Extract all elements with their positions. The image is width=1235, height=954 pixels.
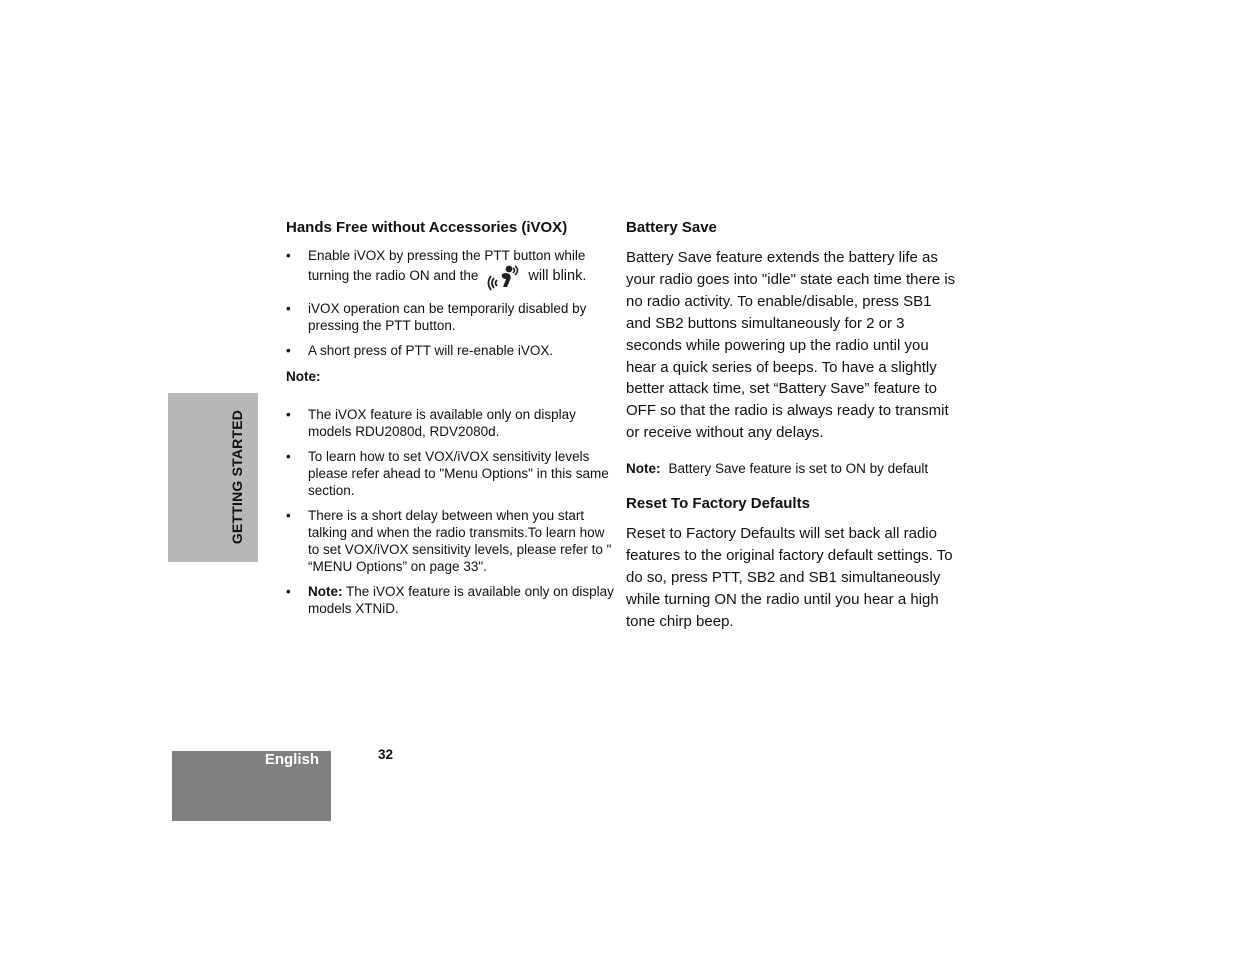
note-label: Note: <box>286 369 321 384</box>
language-label: English <box>264 751 319 768</box>
page-number: 32 <box>378 747 394 762</box>
reset-text: Reset to Factory Defaults will set back all radio features to the original factory default settings. To do so, press PTT, SB2 and SB1 simultaneously while turning ON the radio until you hear a high tone chirp beep. <box>626 525 953 630</box>
bullet-text: Enable iVOX by pressing the PTT button while turning the radio ON and the <box>308 248 586 283</box>
list-item <box>286 583 616 617</box>
ivox-heading: Hands Free without Accessories (iVOX) <box>286 219 568 236</box>
battery-note <box>626 460 956 477</box>
vox-speaking-icon <box>486 264 522 292</box>
battery-section <box>626 218 956 633</box>
list-item: • iVOX operation can be temporarily disabled by pressing the PTT button. <box>286 300 616 334</box>
bullet-text: will blink. <box>528 268 587 284</box>
bullet-text: The iVOX feature is available only on display models XTNiD. <box>308 584 614 616</box>
ivox-section <box>286 218 616 625</box>
note-text: Battery Save feature is set to ON by default <box>668 461 929 477</box>
list-item: • A short press of PTT will re-enable iVOX. <box>286 342 616 359</box>
note-label: Note: <box>626 461 661 477</box>
battery-text: Battery Save feature extends the battery life as your radio goes into "idle" state each time there is no radio activity. To enable/disable, press SB1 and SB2 buttons simultaneously for 2 or 3 seconds while powering up the radio until you hear a quick series of beeps. To have a slightly better attack time, set “Battery Save” feature to OFF so that the radio is always ready to transmit or receive without any delays. <box>626 249 956 442</box>
list-item: • There is a short delay between when you start talking and when the radio transmits.To learn how to set VOX/iVOX sensitivity levels, please refer to " “MENU Options” on page 33". <box>286 507 616 575</box>
battery-heading: Battery Save <box>626 219 717 236</box>
list-item: • To learn how to set VOX/iVOX sensitivity levels please refer ahead to "Menu Options" in this same section. <box>286 448 616 499</box>
note-bullets <box>286 406 616 617</box>
reset-heading: Reset To Factory Defaults <box>626 495 810 513</box>
note-bold: Note: <box>308 584 343 599</box>
list-item: • The iVOX feature is available only on display models RDU2080d, RDV2080d. <box>286 406 616 440</box>
side-tab-label: GETTING STARTED <box>229 409 245 545</box>
ivox-bullets <box>286 247 616 359</box>
language-tab <box>172 751 331 821</box>
list-item <box>286 247 616 292</box>
